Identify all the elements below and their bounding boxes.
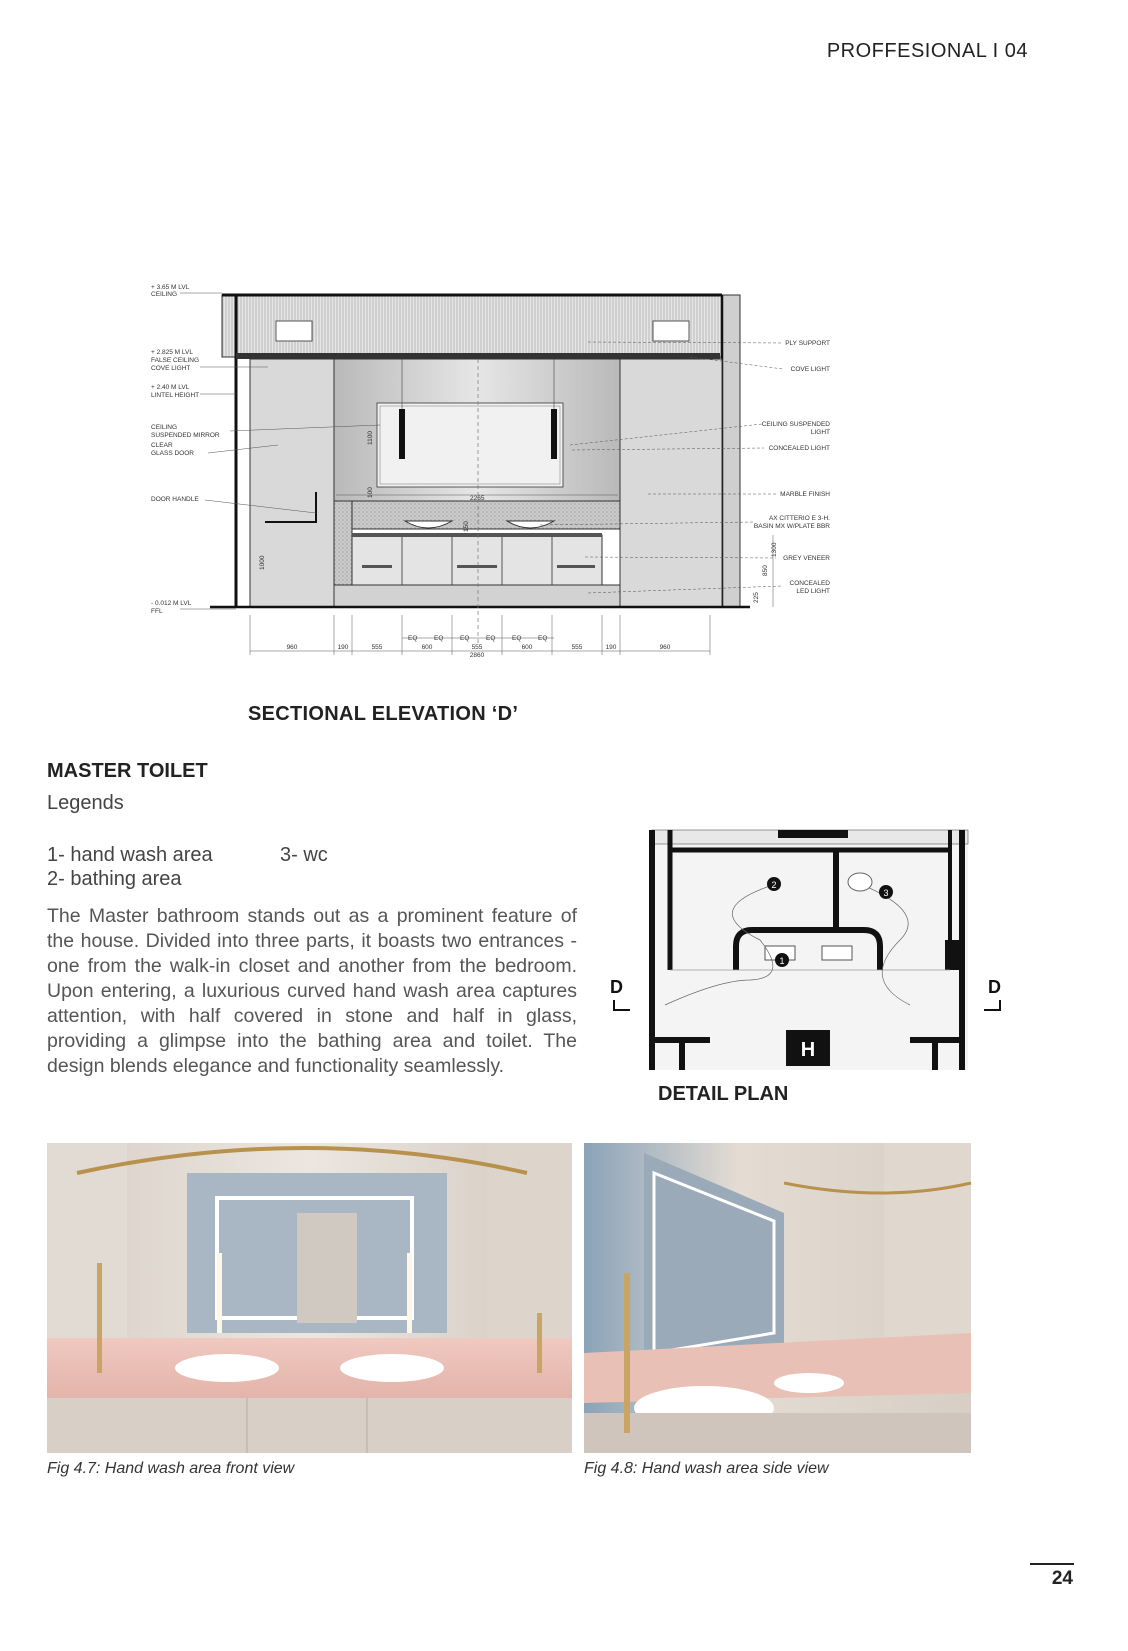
level-label: LINTEL HEIGHT [151, 392, 200, 399]
bottom-dimension: 190 [337, 644, 349, 651]
level-label: + 3.65 M LVL [151, 284, 190, 291]
left-label: CEILING [151, 424, 178, 431]
eq-label: EQ [486, 635, 496, 642]
plan-marker: 3 [883, 888, 889, 898]
right-label: MARBLE FINISH [780, 491, 830, 498]
right-label: LED LIGHT [796, 588, 830, 595]
left-label: GLASS DOOR [151, 450, 194, 457]
sectional-elevation-drawing [150, 284, 870, 695]
eq-label: EQ [408, 635, 418, 642]
level-label: FFL [151, 608, 163, 615]
detail-plan-drawing [610, 830, 1010, 1090]
dimension-label: 1300 [771, 542, 778, 557]
level-label: COVE LIGHT [151, 365, 191, 372]
right-label: LIGHT [810, 429, 830, 436]
figure-caption: Fig 4.7: Hand wash area front view [47, 1460, 295, 1477]
left-label: SUSPENDED MIRROR [151, 432, 220, 439]
right-label: COVE LIGHT [790, 366, 830, 373]
vanity-cabinet [352, 535, 602, 585]
right-label: PLY SUPPORT [785, 340, 830, 347]
level-label: + 2.40 M LVL [151, 384, 190, 391]
bottom-dimension: 555 [371, 644, 383, 651]
figure-caption: Fig 4.8: Hand wash area side view [584, 1460, 829, 1477]
page-number: 24 [1051, 1568, 1073, 1589]
level-label: - 0.012 M LVL [151, 600, 192, 607]
left-label: DOOR HANDLE [151, 496, 199, 503]
dimension-label: 2265 [470, 495, 485, 502]
bottom-dimension: 555 [471, 644, 483, 651]
hand-wash-front-view-image [47, 1143, 572, 1453]
bottom-dimension: 190 [605, 644, 617, 651]
right-label: BASIN MX W/PLATE BBR [753, 523, 830, 530]
plan-marker: 1 [779, 956, 785, 966]
eq-label: EQ [460, 635, 470, 642]
right-label: AX CITTERIO E 3-H. [768, 515, 830, 522]
bottom-dimension: 600 [521, 644, 533, 651]
level-label: CEILING [151, 291, 178, 298]
eq-label: EQ [512, 635, 522, 642]
left-label: CLEAR [151, 442, 173, 449]
dimension-label: 225 [753, 592, 760, 603]
legend-item: 1- hand wash area [47, 844, 213, 866]
dimension-label: 150 [463, 521, 470, 532]
right-label: CONCEALED [789, 580, 830, 587]
dimension-label: 1000 [259, 555, 266, 570]
legend-item: 3- wc [280, 844, 328, 866]
dimension-label: 850 [762, 565, 769, 576]
plan-marker: 2 [771, 880, 777, 890]
level-label: FALSE CEILING [151, 357, 200, 364]
bottom-dimension: 960 [659, 644, 671, 651]
eq-label: EQ [538, 635, 548, 642]
plan-title: DETAIL PLAN [658, 1083, 789, 1105]
right-label: CONCEALED LIGHT [768, 445, 830, 452]
legends-title: Legends [47, 792, 124, 814]
dimension-label: 100 [367, 487, 374, 498]
hand-wash-side-view-image [584, 1143, 971, 1453]
level-label: + 2.825 M LVL [151, 349, 193, 356]
marble-finish-panel [620, 359, 722, 607]
legend-item: 2- bathing area [47, 868, 182, 890]
body-paragraph: The Master bathroom stands out as a prominent feature of the house. Divided into three parts, it boasts two entrances - one from the walk-in closet and another from the bedroom. Upon entering, a luxurious curved hand wash area captures attention, with half covered in stone and half in glass, providing a glimpse into the bathing area and toilet. The design blends elegance and functionality seamlessly. [47, 905, 577, 1077]
page-number-rule [1030, 1563, 1074, 1565]
plan-h-label: H [800, 1039, 816, 1061]
eq-label: EQ [434, 635, 444, 642]
section-mark: D [610, 977, 623, 997]
section-mark: D [988, 977, 1001, 997]
right-label: CEILING SUSPENDED [761, 421, 830, 428]
right-label: GREY VENEER [783, 555, 830, 562]
bottom-dimension: 960 [286, 644, 298, 651]
bottom-dimension: 600 [421, 644, 433, 651]
dimension-label: 1100 [367, 431, 374, 445]
page-header: PROFFESIONAL I 04 [826, 40, 1028, 62]
section-title: MASTER TOILET [47, 760, 208, 782]
total-dimension: 2860 [469, 652, 485, 659]
elevation-title: SECTIONAL ELEVATION ‘D’ [248, 703, 519, 725]
bottom-dimension: 555 [571, 644, 583, 651]
